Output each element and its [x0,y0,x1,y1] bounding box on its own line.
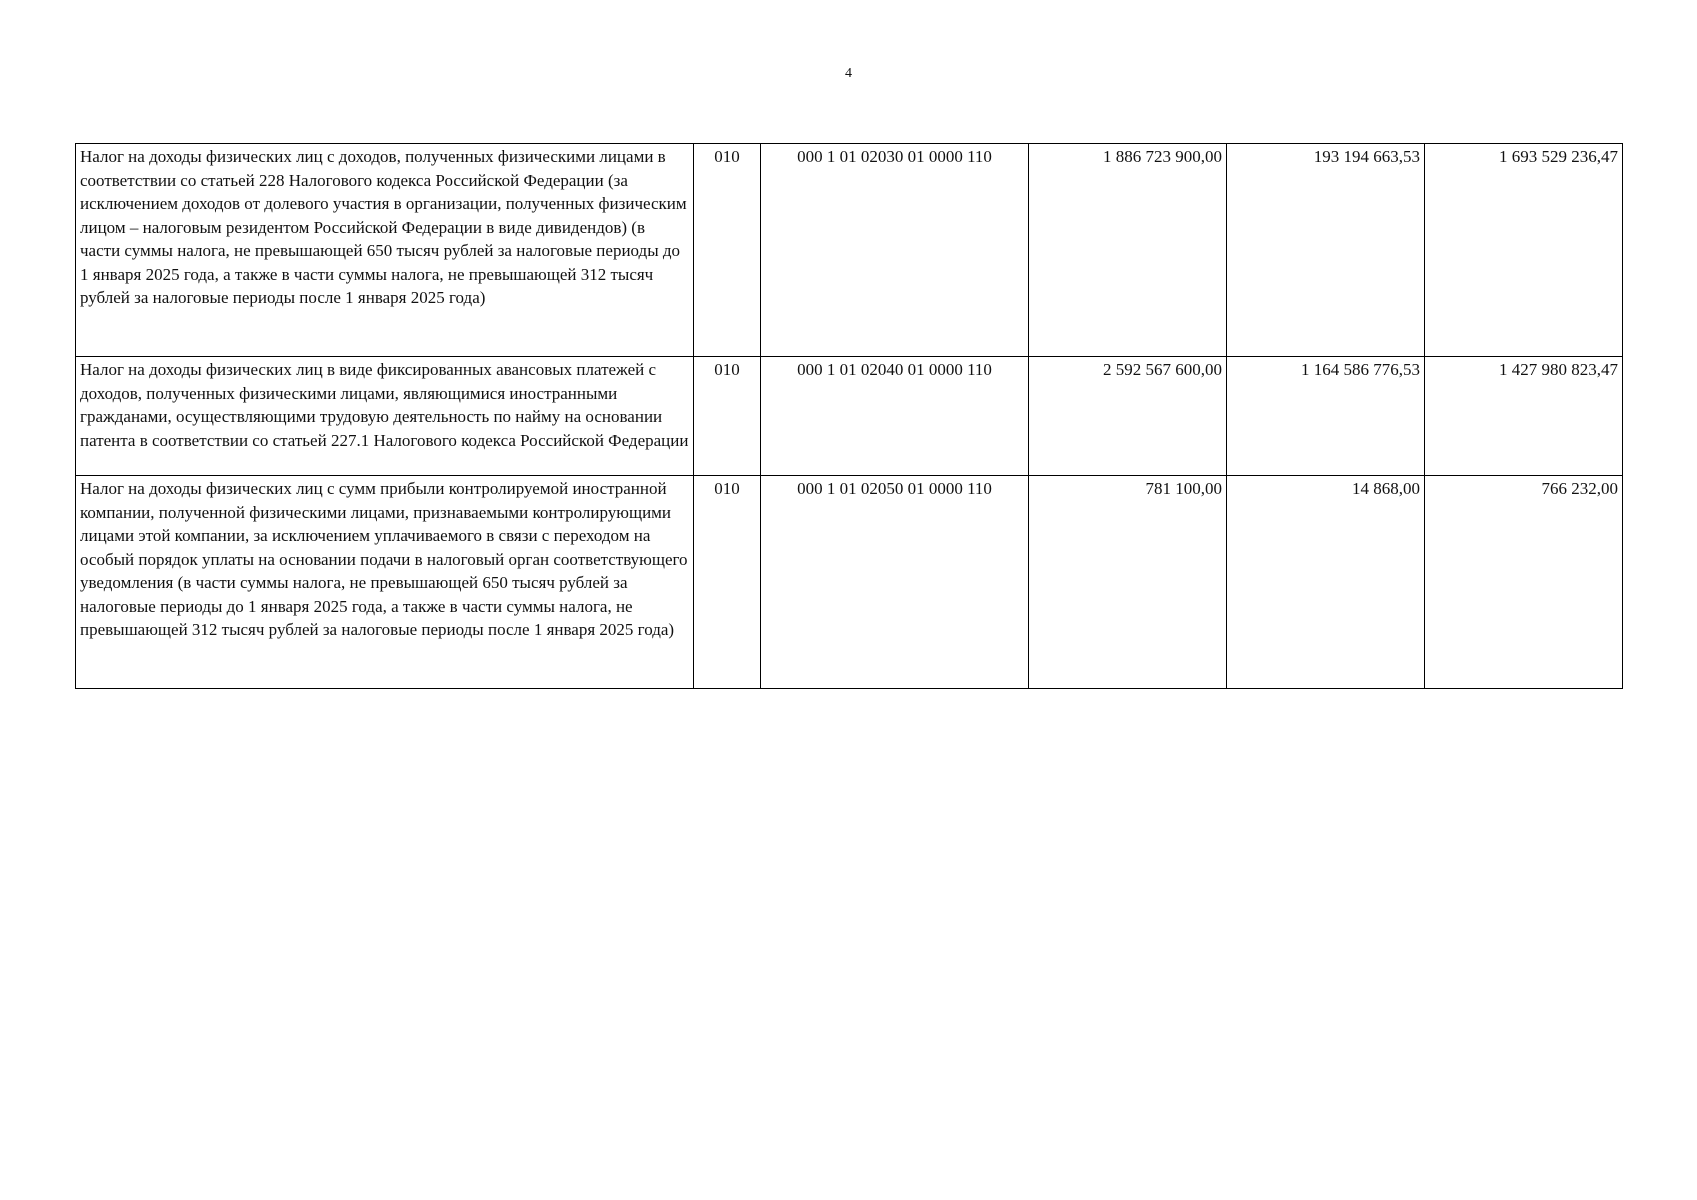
income-name-cell: Налог на доходы физических лиц в виде фиксированных авансовых платежей с доходов, полученных физическими лицами, являющимися иностранными гражданами, осуществляющими трудовую деятельность по найму на основании патента в соответствии со статьей 227.1 Налогового кодекса Российской Федерации [76,357,694,476]
executed-amount-cell: 14 868,00 [1227,476,1425,689]
table-row [76,476,1623,689]
budget-classification-code-cell: 000 1 01 02050 01 0000 110 [761,476,1029,689]
line-code-cell: 010 [694,357,761,476]
unexecuted-amount-cell: 1 427 980 823,47 [1425,357,1623,476]
line-code-cell: 010 [694,144,761,357]
page-number: 4 [845,66,852,81]
executed-amount-cell: 1 164 586 776,53 [1227,357,1425,476]
line-code-cell: 010 [694,476,761,689]
income-name-cell: Налог на доходы физических лиц с доходов, полученных физическими лицами в соответствии со статьей 228 Налогового кодекса Российской Федерации (за исключением доходов от долевого участия в организации, полученных физическим лицом – налоговым резидентом Российской Федерации в виде дивидендов) (в части суммы налога, не превышающей 650 тысяч рублей за налоговые периоды до 1 января 2025 года, а также в части суммы налога, не превышающей 312 тысяч рублей за налоговые периоды после 1 января 2025 года) [76,144,694,357]
table-row [76,357,1623,476]
budget-execution-table [75,143,1623,689]
unexecuted-amount-cell: 766 232,00 [1425,476,1623,689]
budget-classification-code-cell: 000 1 01 02040 01 0000 110 [761,357,1029,476]
approved-amount-cell: 2 592 567 600,00 [1029,357,1227,476]
budget-classification-code-cell: 000 1 01 02030 01 0000 110 [761,144,1029,357]
approved-amount-cell: 781 100,00 [1029,476,1227,689]
table-row [76,144,1623,357]
income-name-cell: Налог на доходы физических лиц с сумм прибыли контролируемой иностранной компании, полученной физическими лицами, признаваемыми контролирующими лицами этой компании, за исключением уплачиваемого в связи с переходом на особый порядок уплаты на основании подачи в налоговый орган соответствующего уведомления (в части суммы налога, не превышающей 650 тысяч рублей за налоговые периоды до 1 января 2025 года, а также в части суммы налога, не превышающей 312 тысяч рублей за налоговые периоды после 1 января 2025 года) [76,476,694,689]
unexecuted-amount-cell: 1 693 529 236,47 [1425,144,1623,357]
approved-amount-cell: 1 886 723 900,00 [1029,144,1227,357]
executed-amount-cell: 193 194 663,53 [1227,144,1425,357]
